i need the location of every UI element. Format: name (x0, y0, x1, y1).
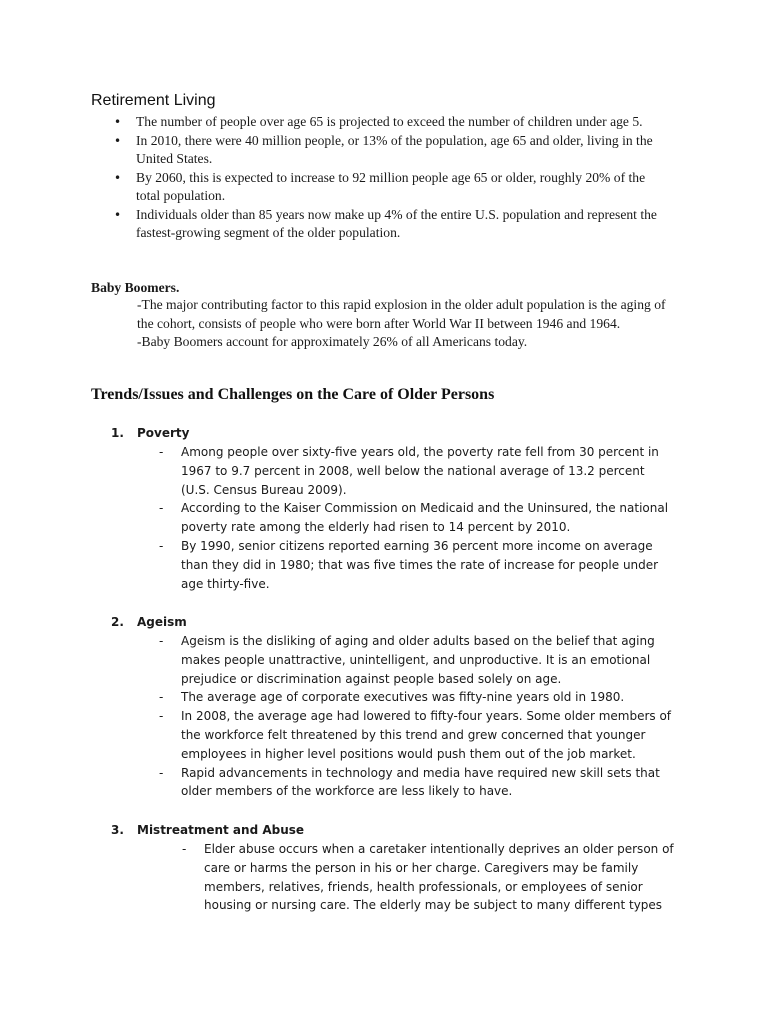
baby-boomers-paragraphs (137, 296, 677, 352)
bullet-item: • The number of people over age 65 is projected to exceed the number of children under age 5. (112, 113, 672, 132)
ageism-item-list (157, 632, 687, 801)
bullet-item: • Individuals older than 85 years now make up 4% of the entire U.S. population and represent the fastest-growing segment of the older population. (112, 206, 672, 243)
section-title: Mistreatment and Abuse (137, 823, 305, 837)
baby-boomers-paragraph: -Baby Boomers account for approximately 26% of all Americans today. (137, 334, 528, 349)
retirement-bullet-list (112, 113, 672, 243)
section-title: Poverty (137, 426, 190, 440)
list-item: - The average age of corporate executives was fifty-nine years old in 1980. (157, 688, 687, 707)
list-item: - Rapid advancements in technology and media have required new skill sets that older members of the workforce are less likely to have. (157, 764, 687, 802)
list-item: - Among people over sixty-five years old, the poverty rate fell from 30 percent in 1967 to 9.7 percent in 2008, well below the national average of 13.2 percent (U.S. Census Bureau 2009). (157, 443, 677, 499)
mistreatment-item-list (180, 840, 680, 915)
bullet-item: • In 2010, there were 40 million people, or 13% of the population, age 65 and older, living in the United States. (112, 132, 672, 169)
section-ageism-title (111, 613, 187, 632)
section-title-retirement-living: Retirement Living (91, 92, 216, 109)
trends-heading: Trends/Issues and Challenges on the Care of Older Persons (91, 386, 495, 403)
section-title: Ageism (137, 615, 187, 629)
bullet-item: • By 2060, this is expected to increase to 92 million people age 65 or older, roughly 20% of the total population. (112, 169, 672, 206)
poverty-item-list (157, 443, 677, 593)
list-item: - In 2008, the average age had lowered to fifty-four years. Some older members of the workforce felt threatened by this trend and grew concerned that younger employees in higher level positions would push them out of the job market. (157, 707, 687, 763)
section-number: 2. (111, 615, 124, 629)
list-item: - Elder abuse occurs when a caretaker intentionally deprives an older person of care or harms the person in his or her charge. Caregivers may be family members, relatives, friends, health professionals, or employees of senior housing or nursing care. The elderly may be subject to many different types (180, 840, 680, 915)
section-number: 1. (111, 426, 124, 440)
section-mistreatment-title (111, 821, 304, 840)
list-item: - By 1990, senior citizens reported earning 36 percent more income on average than they did in 1980; that was five times the rate of increase for people under age thirty-five. (157, 537, 677, 593)
section-poverty-title (111, 424, 189, 443)
list-item: - According to the Kaiser Commission on Medicaid and the Uninsured, the national poverty rate among the elderly had risen to 14 percent by 2010. (157, 499, 677, 537)
list-item: - Ageism is the disliking of aging and older adults based on the belief that aging makes people unattractive, unintelligent, and unproductive. It is an emotional prejudice or discrimination against people based solely on age. (157, 632, 687, 688)
section-number: 3. (111, 823, 124, 837)
baby-boomers-paragraph: -The major contributing factor to this rapid explosion in the older adult population is the aging of the cohort, consists of people who were born after World War II between 1946 and 1964. (137, 297, 666, 331)
baby-boomers-heading: Baby Boomers. (91, 280, 180, 295)
